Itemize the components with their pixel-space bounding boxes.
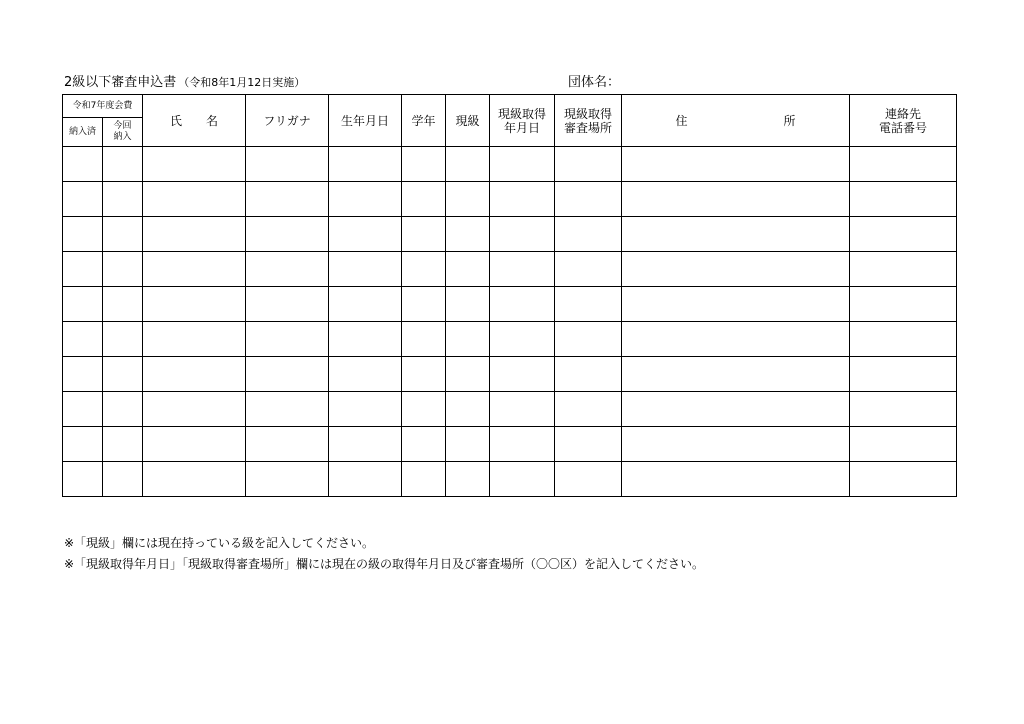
school-year-cell[interactable] [402,252,446,287]
current-level-cell[interactable] [446,147,490,182]
name-header: 氏 名 [143,95,246,147]
acquired-date-cell[interactable] [490,392,555,427]
school-year-cell[interactable] [402,392,446,427]
fee-now-header-line2: 納入 [113,132,132,142]
furigana-cell[interactable] [246,427,329,462]
school-year-cell[interactable] [402,182,446,217]
birthdate-cell[interactable] [329,147,402,182]
current-level-cell[interactable] [446,357,490,392]
current-level-cell[interactable] [446,462,490,497]
acquired-place-header [555,95,622,147]
current-level-cell[interactable] [446,427,490,462]
fee-now-cell[interactable] [103,462,143,497]
current-level-cell[interactable] [446,182,490,217]
acquired-date-cell[interactable] [490,252,555,287]
school-year-cell[interactable] [402,322,446,357]
entry-row [63,252,957,287]
note-acquisition: ※「現級取得年月日」「現級取得審査場所」欄には現在の級の取得年月日及び審査場所（〇〇区）を記入してください。 [64,557,705,571]
current-level-header: 現級 [446,95,490,147]
entry-row [63,357,957,392]
acquired-place-cell[interactable] [555,217,622,252]
address-cell[interactable] [622,427,850,462]
fee-paid-cell[interactable] [63,217,103,252]
birthdate-cell[interactable] [329,287,402,322]
acquired-place-header-line1: 現級取得 [564,106,613,121]
furigana-cell[interactable] [246,287,329,322]
current-level-cell[interactable] [446,322,490,357]
form-title [64,71,305,90]
phone-cell[interactable] [850,322,957,357]
phone-cell[interactable] [850,147,957,182]
entry-row [63,287,957,322]
acquired-place-cell[interactable] [555,182,622,217]
fee-paid-header: 納入済 [63,118,103,147]
fee-now-cell[interactable] [103,217,143,252]
notes [64,533,704,575]
furigana-cell[interactable] [246,147,329,182]
name-cell[interactable] [143,322,246,357]
application-table [62,94,957,497]
acquired-date-cell[interactable] [490,357,555,392]
school-year-cell[interactable] [402,357,446,392]
address-cell[interactable] [622,322,850,357]
acquired-date-cell[interactable] [490,322,555,357]
acquired-date-header-line1: 現級取得 [498,106,547,121]
address-cell[interactable] [622,357,850,392]
furigana-cell[interactable] [246,462,329,497]
entry-row [63,217,957,252]
school-year-cell[interactable] [402,217,446,252]
name-cell[interactable] [143,357,246,392]
address-cell[interactable] [622,217,850,252]
address-cell[interactable] [622,392,850,427]
address-cell[interactable] [622,182,850,217]
entry-row [63,427,957,462]
phone-header-line1: 連絡先 [885,106,922,121]
fee-paid-cell[interactable] [63,182,103,217]
acquired-date-cell[interactable] [490,287,555,322]
birthdate-header: 生年月日 [329,95,402,147]
form-title-text: 2級以下審査申込書 [64,75,177,90]
address-cell[interactable] [622,287,850,322]
furigana-cell[interactable] [246,357,329,392]
furigana-cell[interactable] [246,252,329,287]
fee-paid-cell[interactable] [63,462,103,497]
acquired-place-cell[interactable] [555,427,622,462]
birthdate-cell[interactable] [329,322,402,357]
address-header: 住 所 [622,95,850,147]
fee-paid-cell[interactable] [63,322,103,357]
acquired-place-cell[interactable] [555,147,622,182]
entry-row [63,392,957,427]
acquired-date-cell[interactable] [490,147,555,182]
furigana-cell[interactable] [246,182,329,217]
birthdate-cell[interactable] [329,217,402,252]
fee-now-cell[interactable] [103,357,143,392]
fee-now-cell[interactable] [103,287,143,322]
school-year-cell[interactable] [402,147,446,182]
name-cell[interactable] [143,182,246,217]
fee-group-header: 令和7年度会費 [63,95,143,118]
fee-now-header-line1: 今回 [113,121,132,131]
name-cell[interactable] [143,147,246,182]
birthdate-cell[interactable] [329,182,402,217]
acquired-place-cell[interactable] [555,462,622,497]
birthdate-cell[interactable] [329,392,402,427]
name-cell[interactable] [143,462,246,497]
acquired-place-cell[interactable] [555,322,622,357]
phone-cell[interactable] [850,392,957,427]
phone-header-line2: 電話番号 [879,120,928,135]
note-current-level: ※「現級」欄には現在持っている級を記入してください。 [64,536,375,550]
entry-row [63,182,957,217]
acquired-place-header-line2: 審査場所 [564,120,613,135]
acquired-place-cell[interactable] [555,287,622,322]
phone-cell[interactable] [850,462,957,497]
acquired-place-cell[interactable] [555,252,622,287]
school-year-cell[interactable] [402,287,446,322]
current-level-cell[interactable] [446,252,490,287]
acquired-date-cell[interactable] [490,462,555,497]
fee-now-cell[interactable] [103,322,143,357]
name-cell[interactable] [143,392,246,427]
entry-row [63,462,957,497]
phone-cell[interactable] [850,357,957,392]
birthdate-cell[interactable] [329,252,402,287]
form-subtitle: （令和8年1月12日実施） [178,76,306,89]
address-cell[interactable] [622,147,850,182]
furigana-cell[interactable] [246,392,329,427]
fee-now-cell[interactable] [103,147,143,182]
birthdate-cell[interactable] [329,462,402,497]
birthdate-cell[interactable] [329,427,402,462]
fee-now-header [103,118,143,147]
current-level-cell[interactable] [446,217,490,252]
phone-cell[interactable] [850,217,957,252]
acquired-place-cell[interactable] [555,357,622,392]
fee-now-cell[interactable] [103,182,143,217]
fee-paid-cell[interactable] [63,147,103,182]
acquired-date-cell[interactable] [490,217,555,252]
address-cell[interactable] [622,462,850,497]
phone-cell[interactable] [850,182,957,217]
furigana-cell[interactable] [246,217,329,252]
phone-cell[interactable] [850,287,957,322]
fee-now-cell[interactable] [103,392,143,427]
phone-cell[interactable] [850,252,957,287]
phone-header [850,95,957,147]
fee-paid-cell[interactable] [63,357,103,392]
school-year-cell[interactable] [402,462,446,497]
acquired-date-header [490,95,555,147]
current-level-cell[interactable] [446,287,490,322]
acquired-place-cell[interactable] [555,392,622,427]
organization-label: 団体名： [568,75,621,90]
address-cell[interactable] [622,252,850,287]
fee-paid-cell[interactable] [63,287,103,322]
acquired-date-cell[interactable] [490,182,555,217]
fee-paid-cell[interactable] [63,392,103,427]
school-year-header: 学年 [402,95,446,147]
name-cell[interactable] [143,287,246,322]
school-year-cell[interactable] [402,427,446,462]
name-cell[interactable] [143,217,246,252]
fee-now-cell[interactable] [103,252,143,287]
phone-cell[interactable] [850,427,957,462]
acquired-date-cell[interactable] [490,427,555,462]
birthdate-cell[interactable] [329,357,402,392]
acquired-date-header-line2: 年月日 [504,120,541,135]
entry-row [63,147,957,182]
current-level-cell[interactable] [446,392,490,427]
fee-paid-cell[interactable] [63,427,103,462]
name-cell[interactable] [143,427,246,462]
fee-now-cell[interactable] [103,427,143,462]
furigana-header: フリガナ [246,95,329,147]
entry-row [63,322,957,357]
furigana-cell[interactable] [246,322,329,357]
fee-paid-cell[interactable] [63,252,103,287]
name-cell[interactable] [143,252,246,287]
